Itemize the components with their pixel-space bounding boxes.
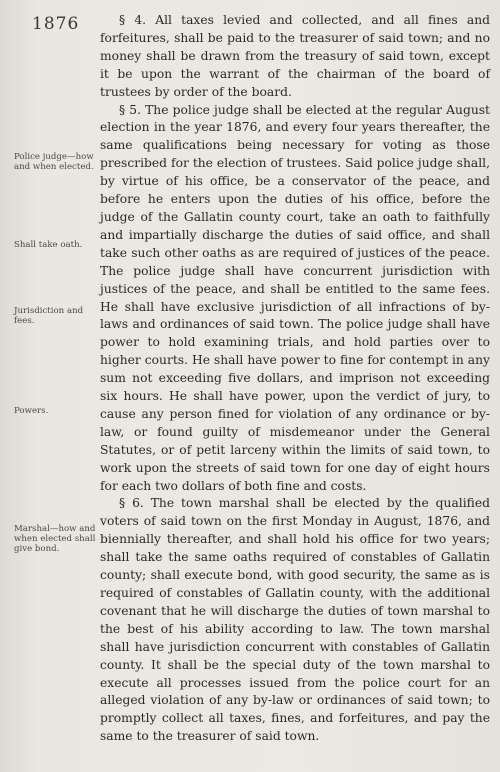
section-5-paragraph: § 5. The police judge shall be elected at the regular August election in the year 1876, and every four years thereafter, the same qualifications being necessary for voting as those prescribed for the election of trustees. Said police judge shall, by virtue of his office, be a conservator of the peace, and before he enters upon the duties of his office, before the judge of the Gallatin county court, take an oath to faithfully and impartially discharge the duties of said office, and shall take such other oaths as are required of justices of the peace. The police judge shall have concurrent jurisdiction with justices of the peace, and shall be entitled to the same fees. He shall have exclusive jurisdiction of all infractions of by-laws and ordinances of said town. The police judge shall have power to hold examining trials, and hold parties over to higher courts. He shall have power to fine for contempt in any sum not exceeding five dollars, and imprison not exceeding six hours. He shall have power, upon the verdict of jury, to cause any person fined for violation of any ordinance or by-law, or found guilty of misdemeanor under the General Statutes, or of petit larceny within the limits of said town, to work upon the streets of said town for one day of eight hours for each two dollars of both fine and costs. [100,102,490,493]
margin-note-powers: Powers. [14,406,49,416]
margin-note-police-judge: Police judge—how and when elected. [14,152,94,172]
margin-note-oath: Shall take oath. [14,240,83,250]
section-4-paragraph: § 4. All taxes levied and collected, and all fines and forfeitures, shall be paid to the treasurer of said town; and no money shall be drawn from the treasury of said town, except it be upon the warrant of the chairman of the board of trustees by order of the board. [100,13,490,99]
body-text [100,12,490,746]
margin-note-marshal: Marshal—how and when elected shall give bond. [14,524,96,554]
margin-note-jurisdiction: Jurisdiction and fees. [14,306,84,326]
page-year: 1876 [32,14,80,34]
section-6-paragraph: § 6. The town marshal shall be elected by the qualified voters of said town on the first Monday in August, 1876, and biennially thereafter, and shall hold his office for two years; shall take the same oaths required of constables of Gallatin county; shall execute bond, with good security, the same as is required of constables of Gallatin county, with the additional covenant that he will discharge the duties of town marshal to the best of his ability according to law. The town marshal shall have jurisdiction concurrent with constables of Gallatin county. It shall be the special duty of the town marshal to execute all processes issued from the police court for an alleged violation of any by-law or ordinances of said town; to promptly collect all taxes, fines, and forfeitures, and pay the same to the treasurer of said town. [100,496,490,744]
